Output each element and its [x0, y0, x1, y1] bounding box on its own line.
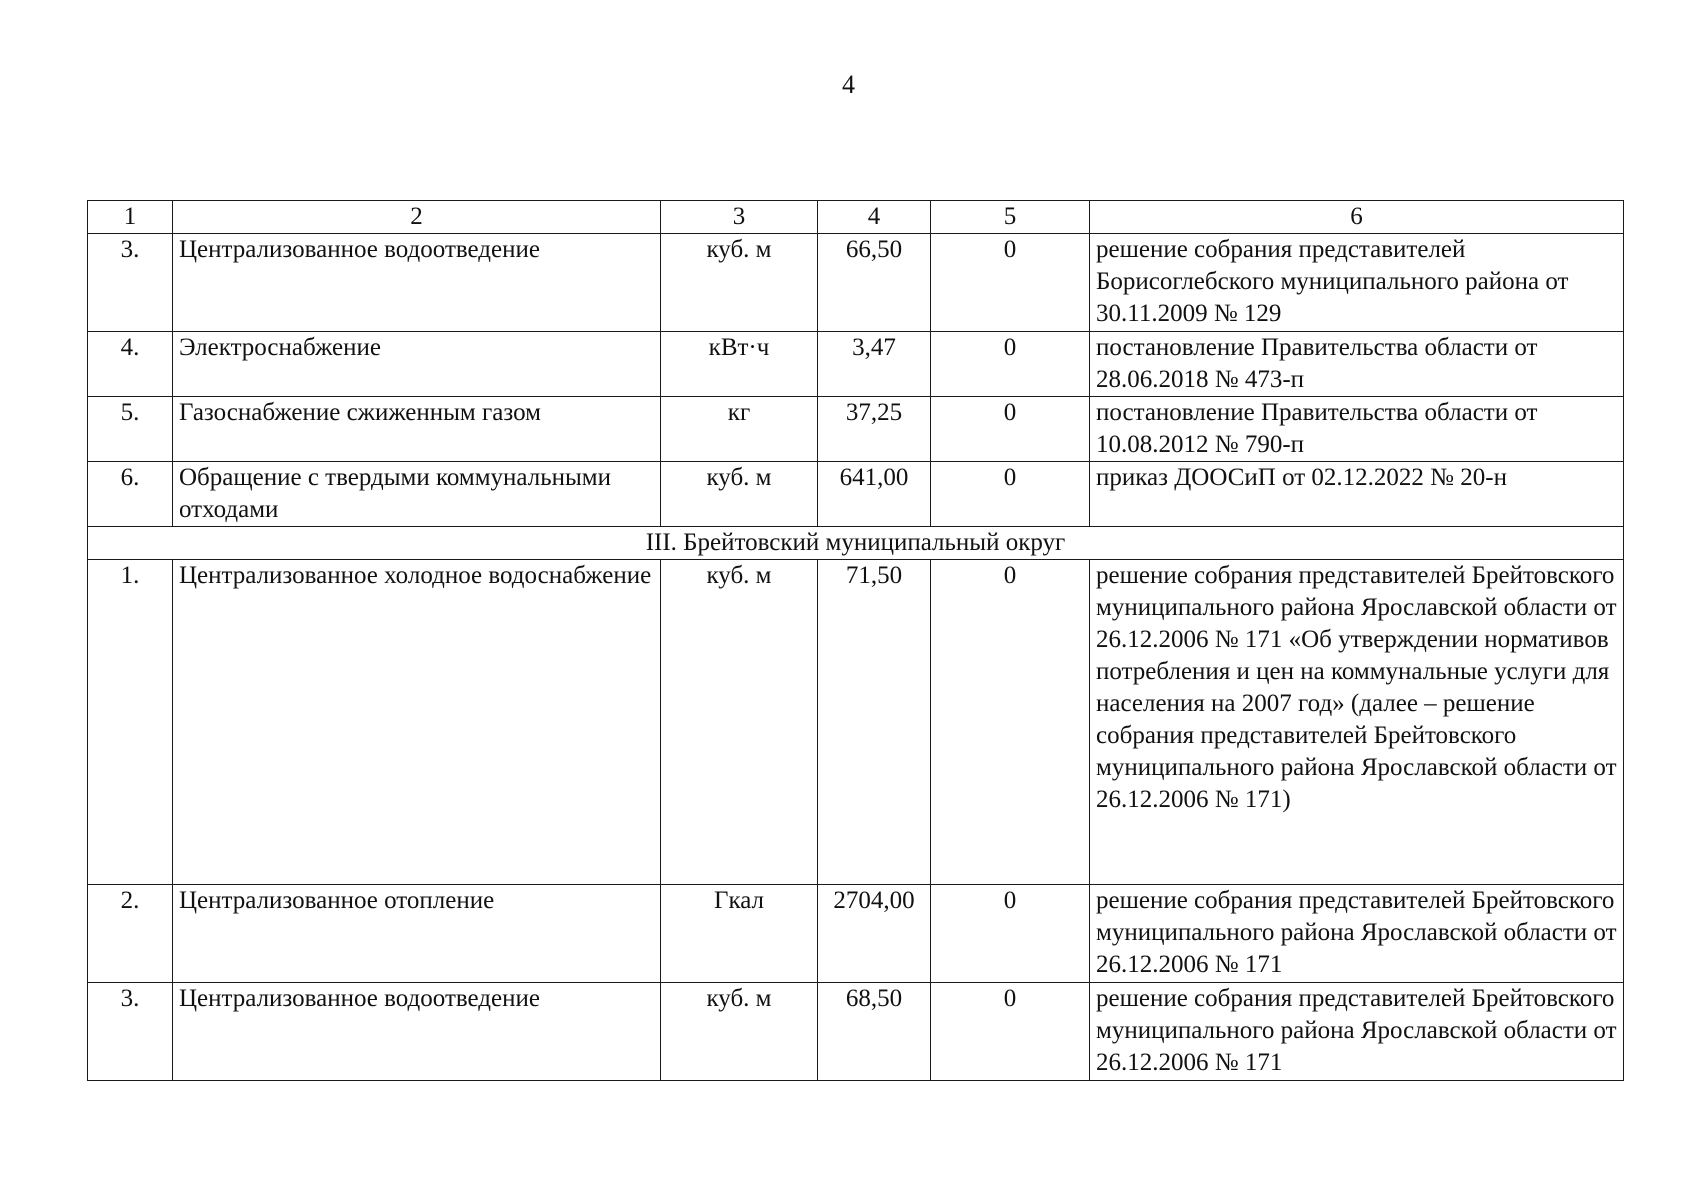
table-row	[88, 234, 1624, 332]
norm-value: 2704,00	[818, 885, 931, 983]
service-name: Централизованное холодное водоснабжение	[173, 560, 661, 885]
legal-basis: решение собрания представителей Брейтовского муниципального района Ярославской области от 26.12.2006 № 171 «Об утверждении нормативов потребления и цен на коммунальные услуги для населения на 2007 год» (далее – решение собрания представителей Брейтовского муниципального района Ярославской области от 26.12.2006 № 171)	[1090, 560, 1624, 885]
table-row	[88, 462, 1624, 527]
column-header: 2	[173, 201, 661, 234]
norm-value: 37,25	[818, 397, 931, 462]
column-header: 1	[88, 201, 173, 234]
row-number: 6.	[88, 462, 173, 527]
zero-value: 0	[931, 332, 1090, 397]
service-name: Централизованное отопление	[173, 885, 661, 983]
unit: куб. м	[661, 234, 818, 332]
column-header: 3	[661, 201, 818, 234]
service-name: Электроснабжение	[173, 332, 661, 397]
norm-value: 66,50	[818, 234, 931, 332]
zero-value: 0	[931, 397, 1090, 462]
unit: кг	[661, 397, 818, 462]
unit: Гкал	[661, 885, 818, 983]
section-title: III. Брейтовский муниципальный округ	[88, 527, 1624, 560]
row-number: 5.	[88, 397, 173, 462]
column-header: 4	[818, 201, 931, 234]
norm-value: 3,47	[818, 332, 931, 397]
unit: куб. м	[661, 983, 818, 1081]
table-row	[88, 332, 1624, 397]
service-name: Централизованное водоотведение	[173, 234, 661, 332]
legal-basis: приказ ДООСиП от 02.12.2022 № 20-н	[1090, 462, 1624, 527]
zero-value: 0	[931, 560, 1090, 885]
row-number: 1.	[88, 560, 173, 885]
table-row	[88, 397, 1624, 462]
table-row	[88, 560, 1624, 885]
unit: кВт·ч	[661, 332, 818, 397]
row-number: 2.	[88, 885, 173, 983]
legal-basis: решение собрания представителей Брейтовского муниципального района Ярославской области от 26.12.2006 № 171	[1090, 885, 1624, 983]
column-header: 6	[1090, 201, 1624, 234]
table-row	[88, 885, 1624, 983]
norm-value: 71,50	[818, 560, 931, 885]
zero-value: 0	[931, 983, 1090, 1081]
legal-basis: постановление Правительства области от 10.08.2012 № 790-п	[1090, 397, 1624, 462]
zero-value: 0	[931, 234, 1090, 332]
zero-value: 0	[931, 885, 1090, 983]
service-name: Газоснабжение сжиженным газом	[173, 397, 661, 462]
legal-basis: постановление Правительства области от 28.06.2018 № 473-п	[1090, 332, 1624, 397]
legal-basis: решение собрания представителей Брейтовского муниципального района Ярославской области от 26.12.2006 № 171	[1090, 983, 1624, 1081]
norm-value: 641,00	[818, 462, 931, 527]
norms-table	[87, 200, 1624, 1081]
unit: куб. м	[661, 560, 818, 885]
column-number-row	[88, 201, 1624, 234]
row-number: 3.	[88, 234, 173, 332]
row-number: 3.	[88, 983, 173, 1081]
service-name: Централизованное водоотведение	[173, 983, 661, 1081]
norm-value: 68,50	[818, 983, 931, 1081]
service-name: Обращение с твердыми коммунальными отходами	[173, 462, 661, 527]
page-number: 4	[842, 70, 855, 99]
row-number: 4.	[88, 332, 173, 397]
legal-basis: решение собрания представителей Борисоглебского муниципального района от 30.11.2009 № 129	[1090, 234, 1624, 332]
zero-value: 0	[931, 462, 1090, 527]
section-row	[88, 527, 1624, 560]
unit: куб. м	[661, 462, 818, 527]
table-row	[88, 983, 1624, 1081]
column-header: 5	[931, 201, 1090, 234]
